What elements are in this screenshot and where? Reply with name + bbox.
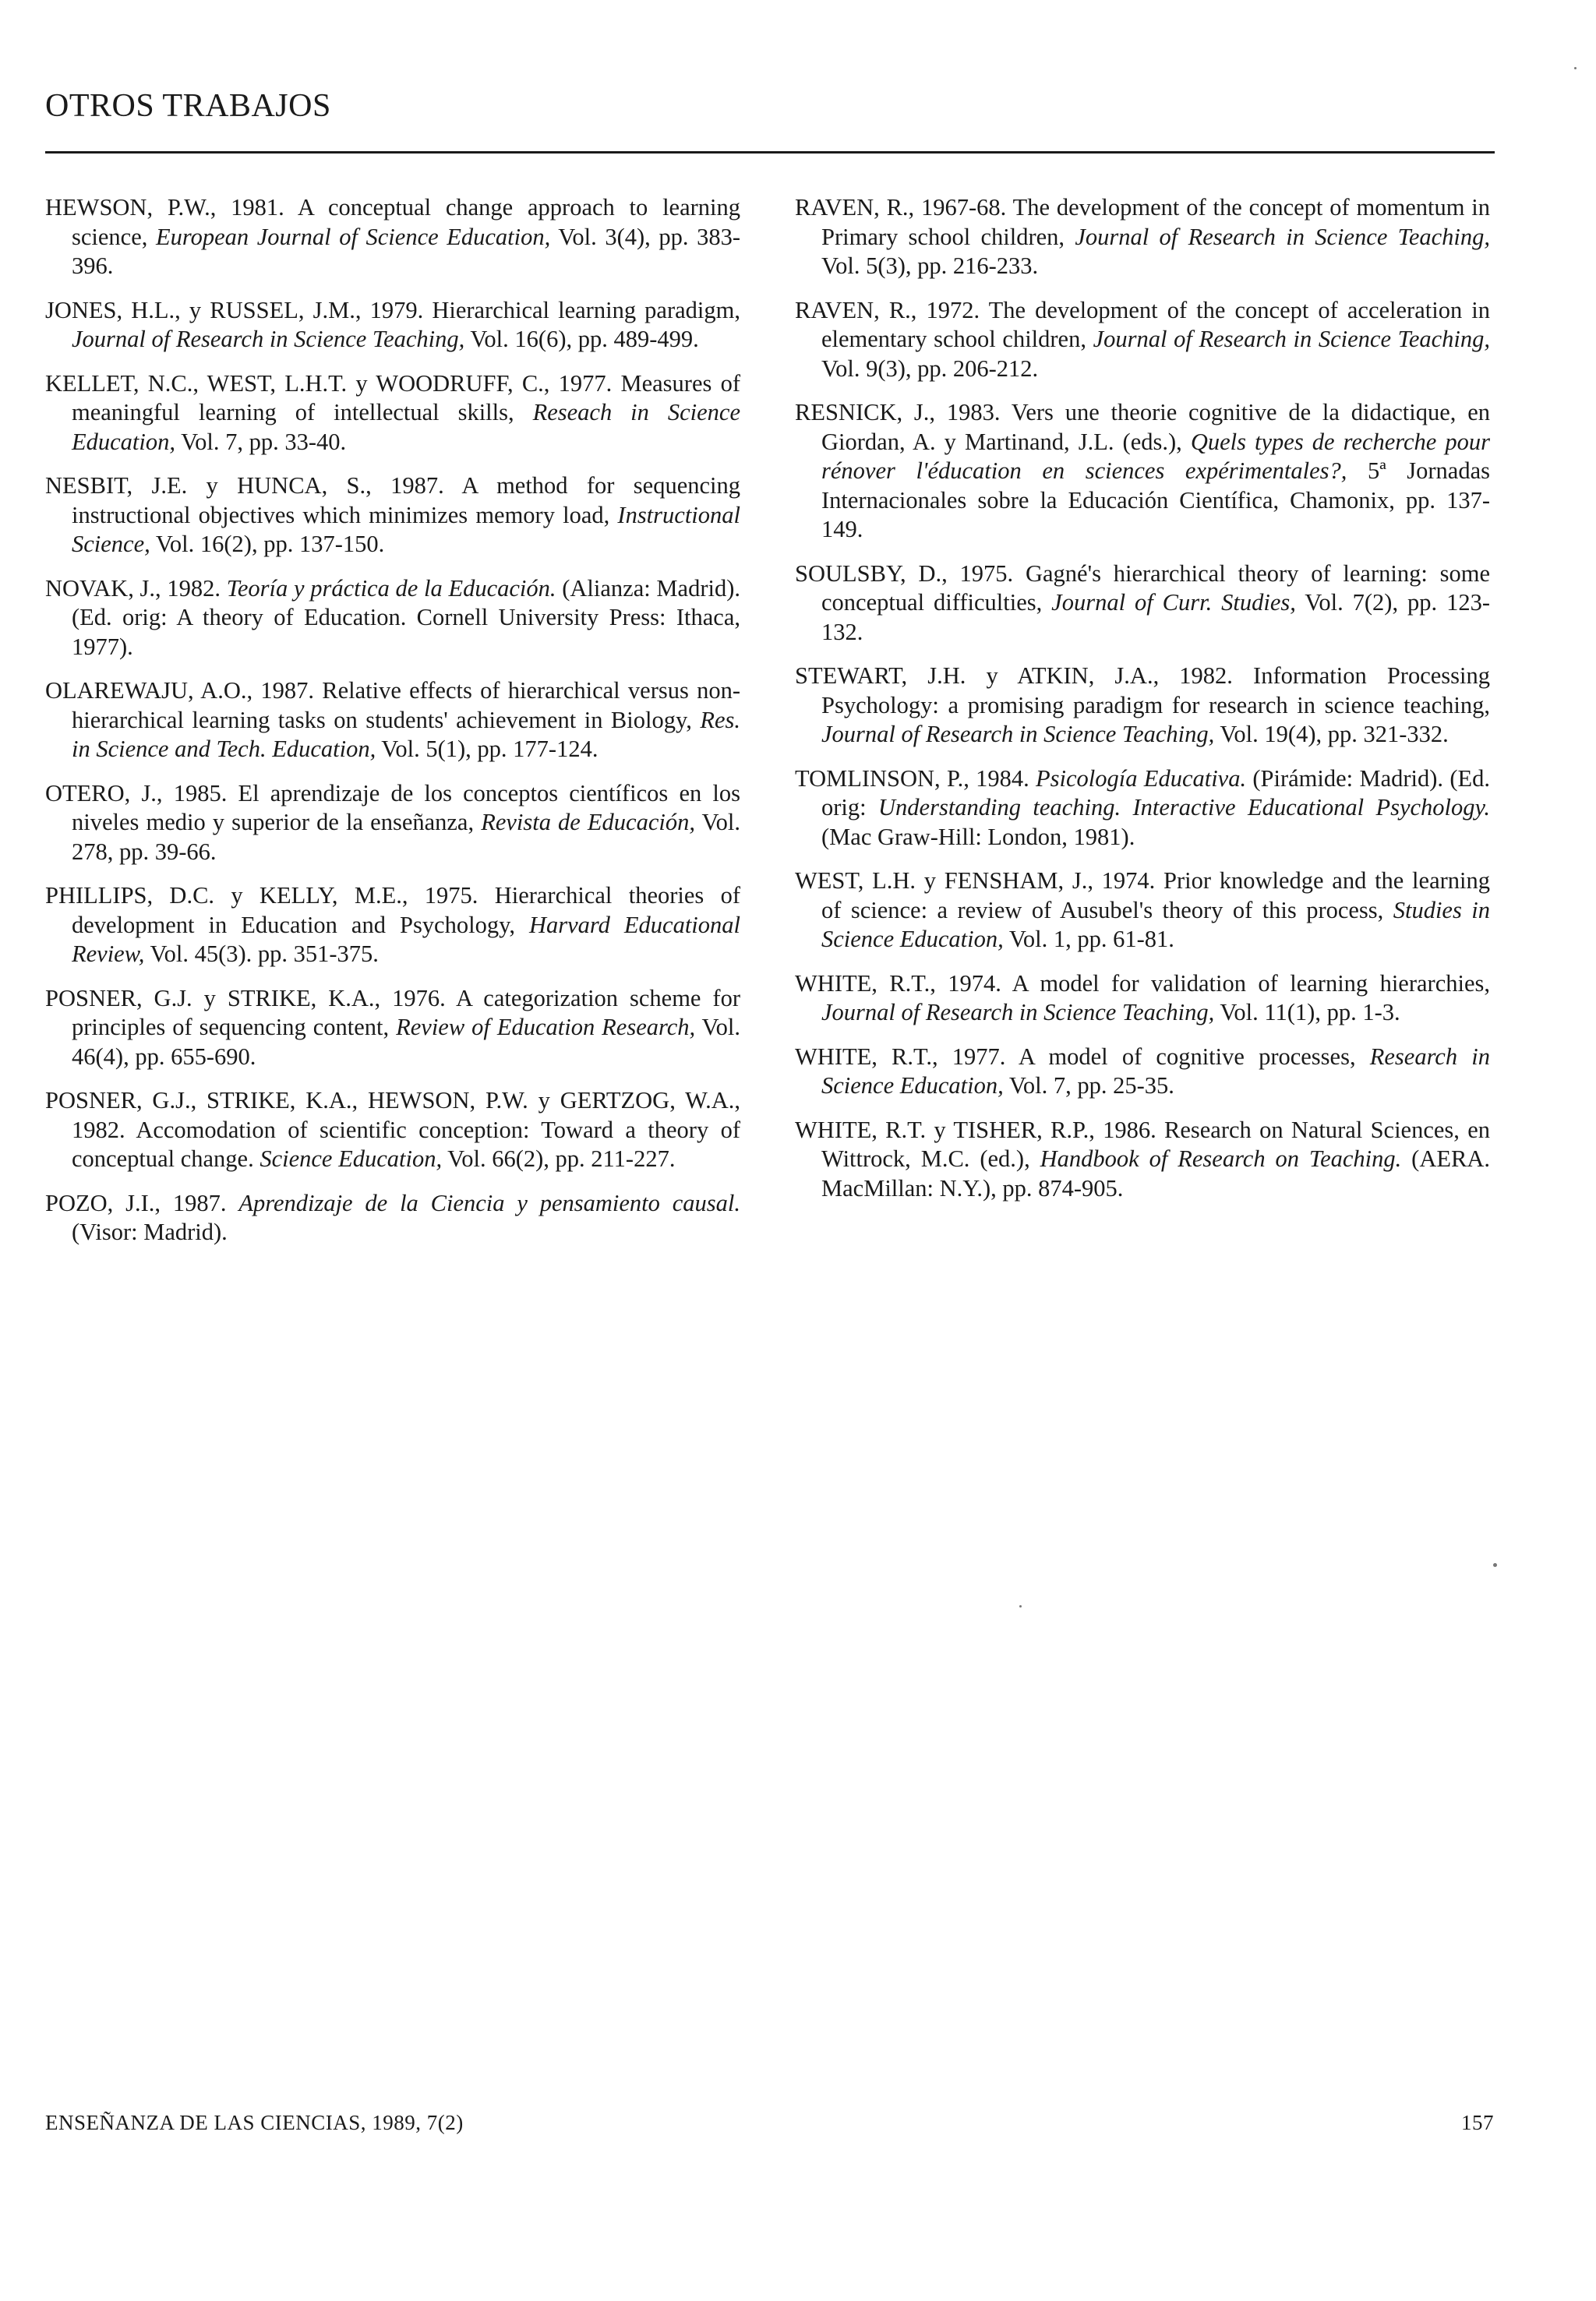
scan-speck (1493, 1563, 1497, 1567)
reference-entry (45, 369, 740, 457)
reference-source: Journal of Research in Science Teaching, (72, 326, 465, 352)
reference-details: Vol. 7, pp. 33-40. (175, 428, 347, 455)
reference-source: Teoría y práctica de la Educación. (226, 574, 556, 602)
reference-source: Journal of Research in Science Teaching, (1093, 326, 1490, 352)
reference-details: Vol. 66(2), pp. 211-227. (442, 1145, 676, 1172)
reference-details: Vol. 16(2), pp. 137-150. (150, 531, 385, 557)
reference-text: RESNICK, J., 1983. Vers une theorie cognitive de la didactique, en Giordan, A. y Martinand, J.L. (eds.), (795, 399, 1490, 455)
footer-journal-name: ENSEÑANZA DE LAS CIENCIAS, 1989, 7(2) (45, 2111, 464, 2134)
reference-entry (795, 296, 1490, 384)
reference-entry (795, 398, 1490, 545)
reference-details: (Pirámide: Madrid). (Ed. orig: (821, 764, 1490, 821)
reference-details: Vol. 45(3). pp. 351-375. (144, 941, 379, 967)
reference-entry (795, 1116, 1490, 1204)
reference-source: Journal of Research in Science Teaching, (821, 999, 1215, 1025)
reference-text: POZO, J.I., 1987. (45, 1189, 239, 1216)
reference-entry (45, 676, 740, 764)
reference-source: Studies in Science Education, (821, 896, 1490, 952)
reference-details: Vol. 9(3), pp. 206-212. (821, 355, 1039, 382)
reference-source: Psicología Educativa. (1036, 764, 1247, 792)
reference-entry (45, 779, 740, 867)
reference-details: Vol. 5(1), pp. 177-124. (376, 736, 598, 762)
reference-entry (45, 471, 740, 559)
reference-entry (45, 1086, 740, 1174)
reference-entry (45, 984, 740, 1072)
reference-text: POSNER, G.J. y STRIKE, K.A., 1976. A categorization scheme for principles of sequencing content, (45, 984, 740, 1040)
reference-source: Journal of Research in Science Teaching, (1075, 223, 1491, 250)
reference-text: NOVAK, J., 1982. (45, 574, 227, 602)
reference-source: Harvard Educational Review, (72, 911, 741, 967)
page-number: 157 (1461, 2111, 1494, 2134)
reference-details: Vol. 16(6), pp. 489-499. (464, 326, 699, 352)
reference-text: OTERO, J., 1985. El aprendizaje de los conceptos científicos en los niveles medio y superior de la enseñanza, (45, 779, 740, 835)
reference-text: WHITE, R.T. y TISHER, R.P., 1986. Research on Natural Sciences, en Wittrock, M.C. (ed.), (795, 1116, 1490, 1172)
references-left-column (45, 193, 740, 1262)
reference-entry (45, 1189, 740, 1248)
reference-source-original: Understanding teaching. Interactive Educational Psychology. (878, 794, 1490, 821)
reference-source: Revista de Educación, (481, 809, 695, 835)
reference-text: KELLET, N.C., WEST, L.H.T. y WOODRUFF, C., 1977. Measures of meaningful learning of intellectual skills, (45, 369, 740, 425)
header-rule (45, 151, 1495, 154)
reference-text: STEWART, J.H. y ATKIN, J.A., 1982. Information Processing Psychology: a promising paradigm for research in science teaching, (795, 662, 1490, 718)
reference-details: Vol. 3(4), pp. 383-396. (72, 223, 740, 279)
reference-source: Science Education, (260, 1145, 443, 1172)
reference-entry (795, 559, 1490, 648)
reference-entry (795, 193, 1490, 281)
reference-details: (Visor: Madrid). (72, 1219, 228, 1245)
reference-text: WHITE, R.T., 1977. A model of cognitive processes, (795, 1043, 1370, 1070)
reference-details: Vol. 19(4), pp. 321-332. (1214, 721, 1449, 747)
reference-source: Reseach in Science Education, (72, 399, 740, 455)
reference-source: Review of Education Research, (396, 1014, 696, 1040)
reference-source: Aprendizaje de la Ciencia y pensamiento causal. (238, 1189, 740, 1216)
reference-entry (795, 662, 1490, 750)
reference-details: 5ª Jornadas Internacionales sobre la Educación Científica, Chamonix, pp. 137-149. (821, 457, 1490, 542)
reference-entry (45, 296, 740, 355)
reference-text: PHILLIPS, D.C. y KELLY, M.E., 1975. Hierarchical theories of development in Education and Psychology, (45, 882, 740, 938)
reference-entry (45, 574, 740, 662)
reference-entry (795, 764, 1490, 852)
reference-source: European Journal of Science Education, (155, 223, 551, 250)
reference-text: SOULSBY, D., 1975. Gagné's hierarchical theory of learning: some conceptual difficulties, (795, 559, 1490, 616)
reference-entry (45, 881, 740, 969)
reference-text: TOMLINSON, P., 1984. (795, 764, 1036, 792)
reference-details: (Alianza: Madrid). (Ed. orig: A theory of Education. Cornell University Press: Ithaca, 1977). (72, 574, 740, 660)
reference-text: OLAREWAJU, A.O., 1987. Relative effects of hierarchical versus non-hierarchical learning tasks on students' achievement in Biology, (45, 677, 740, 733)
reference-entry (795, 969, 1490, 1028)
reference-entry (795, 866, 1490, 955)
reference-source: Research in Science Education, (821, 1043, 1490, 1099)
reference-entry (795, 1043, 1490, 1101)
reference-source: Res. in Science and Tech. Education, (72, 706, 740, 762)
reference-text: JONES, H.L., y RUSSEL, J.M., 1979. Hierarchical learning paradigm, (45, 296, 740, 323)
reference-details: Vol. 7(2), pp. 123-132. (821, 589, 1490, 645)
reference-text: NESBIT, J.E. y HUNCA, S., 1987. A method for sequencing instructional objectives which minimizes memory load, (45, 472, 740, 528)
reference-source: Journal of Research in Science Teaching, (821, 721, 1215, 747)
reference-source: Handbook of Research on Teaching. (1040, 1145, 1402, 1172)
reference-text: WHITE, R.T., 1974. A model for validation of learning hierarchies, (795, 969, 1490, 997)
reference-details: Vol. 7, pp. 25-35. (1003, 1072, 1174, 1099)
reference-details: Vol. 5(3), pp. 216-233. (821, 252, 1039, 279)
reference-details: Vol. 46(4), pp. 655-690. (72, 1014, 740, 1070)
reference-details: Vol. 1, pp. 61-81. (1003, 926, 1174, 952)
reference-source: Quels types de recherche pour rénover l'éducation en sciences expérimentales?, (821, 428, 1490, 484)
reference-entry (45, 193, 740, 281)
section-title: OTROS TRABAJOS (45, 88, 331, 124)
reference-text: WEST, L.H. y FENSHAM, J., 1974. Prior knowledge and the learning of science: a review of Ausubel's theory of this process, (795, 867, 1490, 923)
reference-details: Vol. 11(1), pp. 1-3. (1214, 999, 1400, 1025)
references-right-column (795, 193, 1490, 1218)
reference-details: Vol. 278, pp. 39-66. (72, 809, 740, 865)
reference-details: (AERA. MacMillan: N.Y.), pp. 874-905. (821, 1145, 1490, 1202)
reference-source: Instructional Science, (72, 501, 740, 557)
reference-text: RAVEN, R., 1972. The development of the concept of acceleration in elementary school children, (795, 296, 1490, 352)
reference-text: HEWSON, P.W., 1981. A conceptual change approach to learning science, (45, 194, 740, 250)
scan-speck (1019, 1605, 1022, 1608)
reference-details-original: (Mac Graw-Hill: London, 1981). (821, 823, 1135, 850)
scan-speck (1574, 67, 1577, 69)
reference-text: RAVEN, R., 1967-68. The development of the concept of momentum in Primary school children, (795, 194, 1490, 250)
reference-source: Journal of Curr. Studies, (1051, 589, 1296, 616)
reference-text: POSNER, G.J., STRIKE, K.A., HEWSON, P.W. y GERTZOG, W.A., 1982. Accomodation of scientific conception: Toward a theory of conceptual change. (45, 1087, 740, 1172)
